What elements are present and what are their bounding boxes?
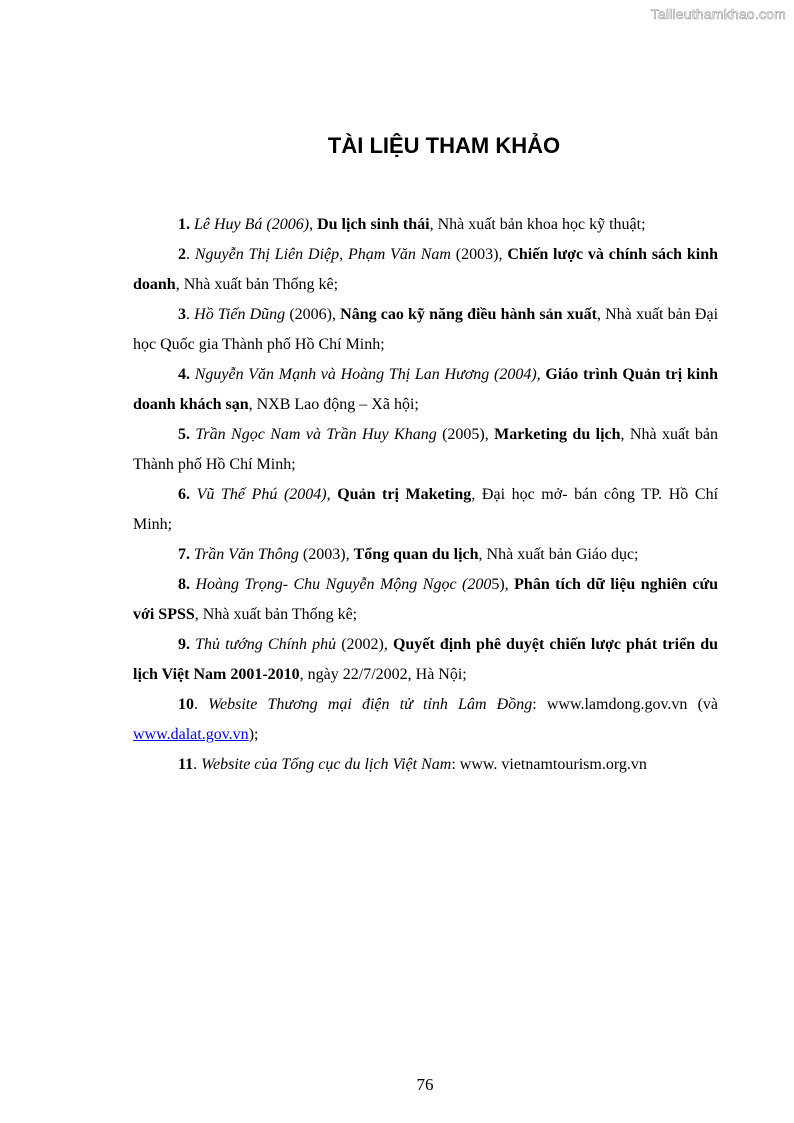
reference-item [133, 300, 718, 360]
reference-text: , ngày 22/7/2002, Hà Nội; [299, 666, 467, 683]
reference-bold-text: 6. [178, 486, 190, 503]
reference-bold-text: 1. [178, 216, 190, 233]
reference-bold-text: Quyết định phê duyệt chiến lược phát triển du lịch Việt Nam 2001-2010 [133, 636, 718, 683]
reference-author: Vũ Thế Phú (2004), [196, 486, 331, 503]
reference-link[interactable]: www.dalat.gov.vn [133, 726, 249, 743]
reference-bold-text: Phân tích dữ liệu nghiên cứu với SPSS [133, 576, 719, 623]
reference-text: : www. vietnamtourism.org.vn [451, 756, 647, 773]
reference-text: (2003), [298, 546, 354, 563]
reference-author: Hoàng Trọng- Chu Nguyễn Mộng Ngọc (200 [195, 576, 492, 593]
reference-author: Thủ tướng Chính phủ [195, 636, 337, 653]
reference-item [133, 540, 718, 570]
reference-bold-text: Chiến lược và chính sách kinh doanh [133, 246, 719, 293]
reference-item [133, 420, 718, 480]
reference-text: . [193, 756, 202, 773]
reference-text: (2002), [336, 636, 393, 653]
reference-text: , Nhà xuất bản Đại học Quốc gia Thành phố Hồ Chí Minh; [133, 306, 719, 353]
reference-text: (2006), [285, 306, 341, 323]
reference-author: Nguyễn Văn Mạnh và Hoàng Thị Lan Hương (2004) [194, 366, 537, 383]
reference-text: . [186, 246, 195, 263]
page-title: TÀI LIỆU THAM KHẢO [327, 133, 561, 158]
reference-bold-text: 9. [178, 636, 190, 653]
reference-bold-text: Quản trị Maketing [337, 486, 472, 503]
reference-bold-text: 8. [178, 576, 190, 593]
reference-text: . [194, 696, 209, 713]
reference-text [190, 486, 197, 503]
reference-bold-text: 11 [178, 756, 194, 773]
reference-bold-text: Nâng cao kỹ năng điều hành sản xuất [340, 306, 597, 323]
reference-author: Trần Ngọc Nam và Trần Huy Khang [195, 426, 437, 443]
reference-bold-text: 2 [178, 246, 186, 263]
reference-item [133, 480, 718, 540]
reference-text: , [309, 216, 318, 233]
reference-item [133, 570, 718, 630]
reference-author: Nguyễn Thị Liên Diệp, Phạm Văn Nam [194, 246, 451, 263]
reference-item [133, 240, 718, 300]
watermark: Tailieuthamkhao.com [650, 6, 786, 22]
reference-text: 5), [491, 576, 515, 593]
reference-text: , Nhà xuất bản Giáo dục; [478, 546, 639, 563]
reference-text: , Nhà xuất bản khoa học kỹ thuật; [429, 216, 646, 233]
reference-text: , NXB Lao động – Xã hội; [248, 396, 419, 413]
page-number: 76 [416, 1075, 434, 1094]
reference-item [133, 750, 718, 780]
reference-bold-text: 10 [178, 696, 194, 713]
reference-bold-text: Du lịch sinh thái [317, 216, 430, 233]
reference-bold-text: 7. [178, 546, 190, 563]
reference-author: Lê Huy Bá (2006) [194, 216, 310, 233]
reference-bold-text: 5. [178, 426, 190, 443]
reference-text: , Đại học mở- bán công TP. Hồ Chí Minh; [133, 486, 719, 533]
reference-text: . [186, 306, 195, 323]
reference-list [133, 210, 718, 780]
reference-author: Website của Tổng cục du lịch Việt Nam [201, 756, 452, 773]
reference-bold-text: 4. [178, 366, 190, 383]
reference-author: Trần Văn Thông [194, 546, 299, 563]
reference-text: , [536, 366, 546, 383]
reference-text: , Nhà xuất bản Thống kê; [175, 276, 339, 293]
reference-author: Hồ Tiến Dũng [194, 306, 286, 323]
reference-bold-text: 3 [178, 306, 186, 323]
reference-text: ); [248, 726, 259, 743]
reference-item [133, 210, 718, 240]
reference-text: , Nhà xuất bản Thống kê; [194, 606, 358, 623]
reference-bold-text: Giáo trình Quản trị kinh doanh khách sạn [133, 366, 718, 413]
reference-item [133, 630, 718, 690]
reference-bold-text: Tổng quan du lịch [353, 546, 479, 563]
reference-bold-text: Marketing du lịch [494, 426, 621, 443]
reference-item [133, 690, 718, 750]
reference-text: , Nhà xuất bản Thành phố Hồ Chí Minh; [133, 426, 719, 473]
reference-author: Website Thương mại điện tử tỉnh Lâm Đồng [208, 696, 533, 713]
reference-item [133, 360, 718, 420]
reference-text: (2005), [436, 426, 495, 443]
reference-text: (2003), [450, 246, 508, 263]
reference-text: : www.lamdong.gov.vn (và [532, 696, 719, 713]
